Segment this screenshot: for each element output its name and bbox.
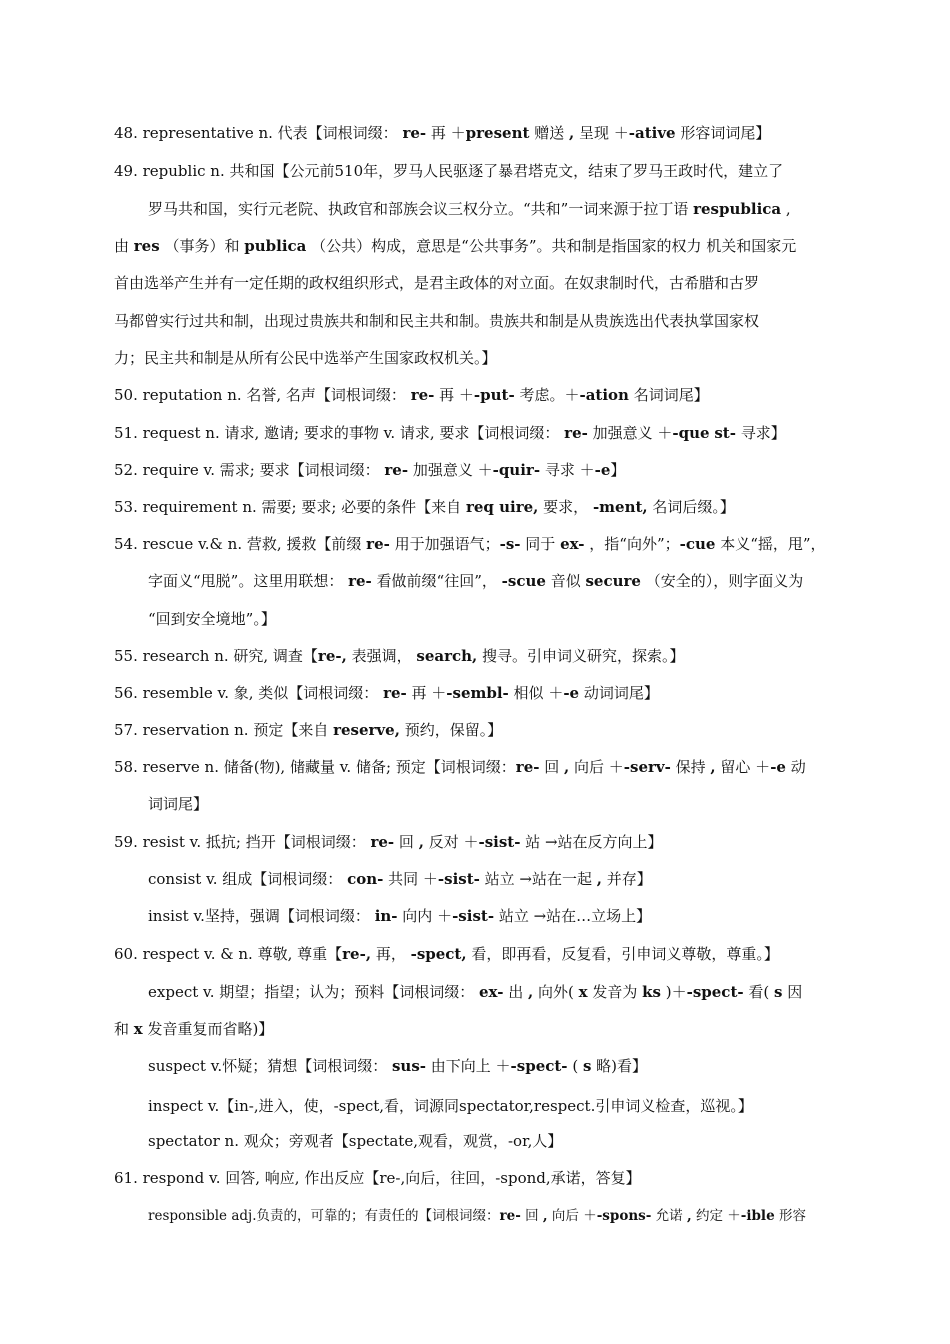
text-line: [114, 534, 826, 554]
bold-term: -spect,: [410, 945, 467, 963]
text-line: [114, 460, 625, 480]
text-run: 预约，保留。】: [399, 721, 503, 739]
bold-term: re-,: [342, 945, 372, 963]
text-run: 本义“摇，甩”，: [715, 535, 826, 553]
bold-term: ,: [564, 758, 570, 776]
text-line: [114, 832, 663, 852]
text-run: 名词后缀。】: [647, 498, 735, 516]
bold-term: re-: [402, 124, 427, 142]
text-run: 形容: [774, 1208, 806, 1224]
text-run: 加强意义 ＋: [408, 461, 493, 479]
text-run: 58. reserve n. 储备(物), 储藏量 v. 储备; 预定【词根词缀：: [114, 758, 516, 776]
text-run: 再 ＋: [406, 684, 447, 702]
bold-term: -quir-: [492, 461, 541, 479]
bold-term: -e: [594, 461, 611, 479]
text-run: 向后 ＋: [547, 1208, 597, 1224]
text-run: 向内 ＋: [397, 907, 453, 925]
text-line: [148, 1131, 562, 1151]
text-run: 由: [114, 237, 134, 255]
text-run: 搜寻。引申词义研究，探索。】: [477, 647, 685, 665]
text-run: 48. representative n. 代表【词根词缀：: [114, 124, 403, 142]
text-run: 49. republic n. 共和国【公元前510年，罗马人民驱逐了暴君塔克文，结束了罗马王政时代，建立了: [114, 162, 784, 180]
bold-term: req uire,: [465, 498, 539, 516]
text-run: 表强调，: [346, 647, 417, 665]
text-run: 寻求】: [735, 424, 786, 442]
bold-term: sus-: [391, 1057, 426, 1075]
text-run: 形容词词尾】: [675, 124, 771, 142]
bold-term: in-: [374, 907, 398, 925]
bold-term: -sist-: [437, 870, 480, 888]
text-run: 用于加强语气；: [389, 535, 500, 553]
text-run: 并存】: [602, 870, 652, 888]
bold-term: st-: [714, 424, 736, 442]
bold-term: -ation: [579, 386, 629, 404]
text-run: 力；民主共和制是从所有公民中选举产生国家政权机关。】: [114, 349, 497, 367]
text-run: 词词尾】: [148, 795, 209, 813]
bold-term: x: [578, 983, 588, 1001]
bold-term: ,: [568, 124, 575, 142]
text-run: 回: [539, 758, 565, 776]
text-run: 和: [114, 1020, 134, 1038]
bold-term: ,: [596, 870, 602, 888]
bold-term: respublica: [693, 200, 782, 218]
text-run: 因: [782, 983, 803, 1001]
text-run: 回: [520, 1208, 543, 1224]
bold-term: -spons-: [596, 1208, 652, 1224]
bold-term: re-: [564, 424, 588, 442]
text-line: [114, 720, 502, 740]
text-run: insist v.坚持，强调【词根词缀：: [148, 907, 375, 925]
text-line: [148, 982, 802, 1002]
text-run: 保持: [670, 758, 711, 776]
text-run: 向后 ＋: [569, 758, 624, 776]
bold-term: s: [582, 1057, 592, 1075]
text-run: （安全的），则字面义为: [640, 572, 804, 590]
text-line: [114, 161, 783, 181]
bold-term: ,: [542, 1208, 548, 1224]
text-run: 略)看】: [591, 1057, 648, 1075]
text-run: 要求，: [538, 498, 593, 516]
bold-term: -cue: [679, 535, 716, 553]
bold-term: s: [774, 983, 783, 1001]
text-run: consist v. 组成【词根词缀：: [148, 870, 348, 888]
text-run: 站立 →站在一起: [479, 870, 597, 888]
text-line: [114, 311, 759, 331]
text-run: 60. respect v. & n. 尊敬, 尊重【: [114, 945, 343, 963]
text-line: [114, 497, 735, 517]
text-run: 字面义“甩脱”。这里用联想：: [148, 572, 349, 590]
text-line: [114, 123, 770, 143]
bold-term: re-: [370, 833, 395, 851]
text-run: 53. requirement n. 需要; 要求; 必要的条件【来自: [114, 498, 466, 516]
text-run: 词根词缀：: [432, 1208, 500, 1224]
bold-term: re-: [383, 684, 407, 702]
text-run: (: [567, 1057, 583, 1075]
text-run: 站 →站在反方向上】: [520, 833, 663, 851]
text-line: [114, 683, 659, 703]
text-run: 动: [785, 758, 806, 776]
text-run: 首由选举产生并有一定任期的政权组织形式，是君主政体的对立面。在奴隶制时代，古希腊和古罗: [114, 274, 760, 292]
bold-term: -put-: [473, 386, 515, 404]
bold-term: ,: [418, 833, 424, 851]
text-run: spectator n. 观众；旁观者【spectate,观看，观赏，-or,人】: [148, 1132, 563, 1150]
text-line: [148, 199, 791, 219]
text-line: [114, 757, 806, 777]
bold-term: -spect-: [686, 983, 744, 1001]
bold-term: publica: [244, 237, 307, 255]
text-run: 相似 ＋: [508, 684, 564, 702]
bold-term: ex-: [560, 535, 585, 553]
text-line: [148, 571, 803, 591]
bold-term: re-,: [317, 647, 347, 665]
bold-term: ,: [710, 758, 716, 776]
bold-term: -e: [770, 758, 786, 776]
text-run: ,: [781, 200, 791, 218]
text-run: “回到安全境地”。】: [148, 610, 276, 628]
text-run: 看做前缀“往回”，: [371, 572, 502, 590]
text-run: 出: [503, 983, 529, 1001]
bold-term: present: [465, 124, 530, 142]
text-run: 站立 →站在…立场上】: [494, 907, 652, 925]
text-run: 加强意义 ＋: [587, 424, 673, 442]
bold-term: ,: [528, 983, 534, 1001]
text-run: 看(: [743, 983, 774, 1001]
text-run: 回: [394, 833, 419, 851]
text-run: 61. respond v. 回答, 响应, 作出反应【re-,向后，往回，-spond,承诺，答复】: [114, 1169, 641, 1187]
text-run: 考虑。＋: [514, 386, 580, 404]
text-run: 】: [610, 461, 626, 479]
text-run: 看，即再看，反复看，引申词义尊敬，尊重。】: [466, 945, 779, 963]
text-run: 50. reputation n. 名誉, 名声【词根词缀：: [114, 386, 411, 404]
bold-term: -e: [563, 684, 580, 702]
text-run: （事务）和: [159, 237, 245, 255]
text-run: 56. resemble v. 象, 类似【词根词缀：: [114, 684, 384, 702]
bold-term: re-: [499, 1208, 521, 1224]
text-line: [148, 1206, 806, 1226]
bold-term: secure: [585, 572, 641, 590]
bold-term: -s-: [499, 535, 521, 553]
text-run: 再，: [371, 945, 411, 963]
text-run: 留心 ＋: [715, 758, 771, 776]
text-run: 59. resist v. 抵抗; 挡开【词根词缀：: [114, 833, 371, 851]
bold-term: res: [133, 237, 160, 255]
text-run: 再 ＋: [426, 124, 466, 142]
text-run: 呈现 ＋: [574, 124, 629, 142]
bold-term: re-: [366, 535, 390, 553]
text-line: [114, 944, 779, 964]
bold-term: re-: [515, 758, 540, 776]
text-run: 马都曾实行过共和制，出现过贵族共和制和民主共和制。贵族共和制是从贵族选出代表执掌国家权: [114, 312, 760, 330]
text-run: 动词词尾】: [579, 684, 659, 702]
bold-term: -serv-: [623, 758, 671, 776]
text-line: [114, 348, 497, 368]
text-line: [114, 423, 786, 443]
bold-term: reserve,: [333, 721, 400, 739]
bold-term: -ible: [740, 1208, 775, 1224]
bold-term: -spect-: [510, 1057, 568, 1075]
text-run: 允诺: [651, 1208, 687, 1224]
text-run: 同于: [520, 535, 561, 553]
bold-term: ,: [686, 1208, 692, 1224]
text-line: [114, 1019, 273, 1039]
text-run: 名词词尾】: [628, 386, 709, 404]
text-run: 由下向上 ＋: [426, 1057, 511, 1075]
bold-term: re-: [384, 461, 409, 479]
bold-term: -que: [672, 424, 710, 442]
text-line: [114, 1168, 641, 1188]
text-line: [148, 906, 651, 926]
text-run: 寻求 ＋: [540, 461, 595, 479]
bold-term: -ment,: [592, 498, 648, 516]
text-run: 约定 ＋: [691, 1208, 741, 1224]
text-run: 再 ＋: [434, 386, 474, 404]
text-line: [148, 609, 276, 629]
text-run: 55. research n. 研究, 调查【: [114, 647, 318, 665]
text-run: responsible adj.负责的，可靠的；有责任的【: [148, 1208, 432, 1224]
text-line: [148, 869, 652, 889]
text-run: 51. request n. 请求, 邀请; 要求的事物 v. 请求, 要求【词根词缀：: [114, 424, 565, 442]
bold-term: search,: [416, 647, 478, 665]
text-run: expect v. 期望；指望；认为；预料【词根词缀：: [148, 983, 480, 1001]
text-run: 音似: [545, 572, 586, 590]
text-run: )＋: [660, 983, 687, 1001]
bold-term: -sembl-: [446, 684, 509, 702]
text-line: [114, 273, 759, 293]
text-run: ，指“向外”；: [584, 535, 680, 553]
text-run: 向外(: [533, 983, 579, 1001]
text-run: 罗马共和国，实行元老院、执政官和部族会议三权分立。“共和”一词来源于拉丁语: [148, 200, 694, 218]
text-run: suspect v.怀疑；猜想【词根词缀：: [148, 1057, 392, 1075]
text-line: [114, 236, 796, 256]
bold-term: -scue: [501, 572, 546, 590]
bold-term: x: [133, 1020, 143, 1038]
text-line: [148, 794, 208, 814]
text-line: [148, 1056, 647, 1076]
text-run: 发音为: [587, 983, 643, 1001]
bold-term: re-: [348, 572, 372, 590]
bold-term: -sist-: [478, 833, 521, 851]
text-run: 57. reservation n. 预定【来自: [114, 721, 334, 739]
text-line: [148, 1096, 753, 1116]
bold-term: -sist-: [452, 907, 495, 925]
text-line: [114, 646, 685, 666]
text-line: [114, 385, 709, 405]
bold-term: re-: [410, 386, 435, 404]
text-run: 54. rescue v.& n. 营救, 援救【前缀: [114, 535, 367, 553]
bold-term: ex-: [479, 983, 504, 1001]
text-run: 52. require v. 需求; 要求【词根词缀：: [114, 461, 385, 479]
bold-term: -ative: [628, 124, 676, 142]
bold-term: ks: [642, 983, 661, 1001]
text-run: 反对 ＋: [423, 833, 479, 851]
text-run: （公共）构成，意思是“公共事务”。共和制是指国家的权力 机关和国家元: [306, 237, 797, 255]
bold-term: con-: [347, 870, 384, 888]
text-run: 赠送: [529, 124, 569, 142]
text-run: 共同 ＋: [383, 870, 438, 888]
text-run: inspect v.【in-,进入，使，-spect,看，词源同spectator,respect.引申词义检查，巡视。】: [148, 1097, 753, 1115]
text-run: 发音重复而省略)】: [142, 1020, 274, 1038]
